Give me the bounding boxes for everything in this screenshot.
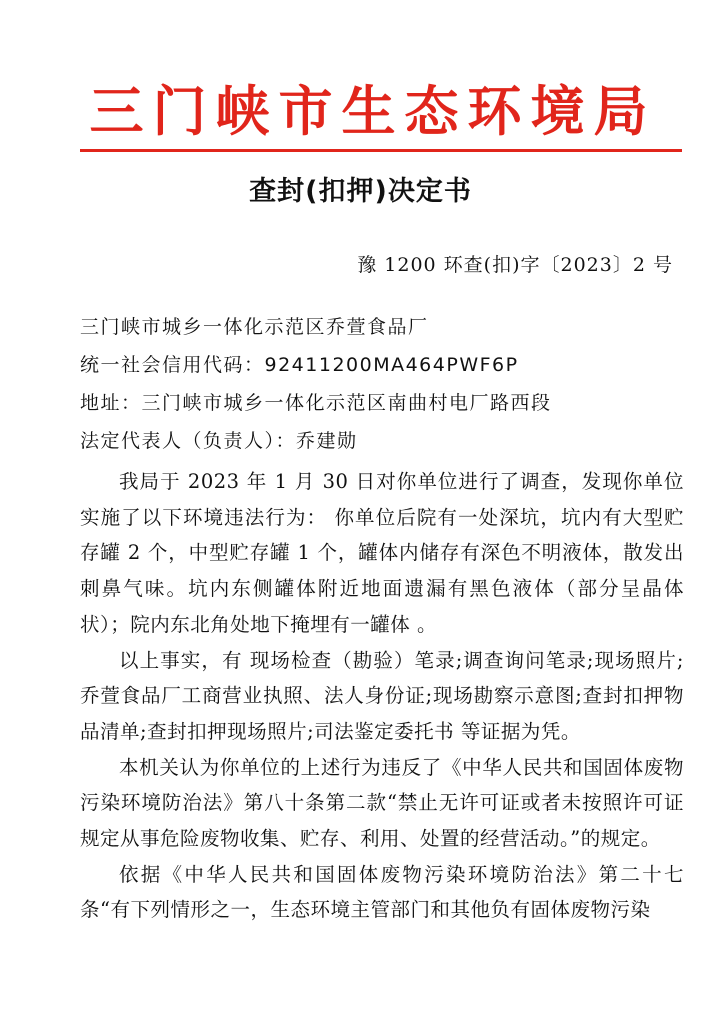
document-number: 豫 1200 环查(扣)字〔2023〕2 号 xyxy=(357,254,673,276)
legal-representative: 法定代表人（负责人）：乔建勋 xyxy=(80,430,358,452)
party-info xyxy=(80,308,690,460)
document-body xyxy=(80,464,684,928)
paragraph-violation: 本机关认为你单位的上述行为违反了《中华人民共和国固体废物污染环境防治法》第八十条第二款“禁止无许可证或者未按照许可证规定从事危险废物收集、贮存、利用、处置的经营活动。”的规定。 xyxy=(80,755,684,851)
paragraph-legal-basis: 依据《中华人民共和国固体废物污染环境防治法》第二十七条“有下列情形之一，生态环境主管部门和其他负有固体废物污染 xyxy=(80,862,684,922)
letterhead-divider xyxy=(80,149,682,152)
paragraph-findings: 我局于 2023 年 1 月 30 日对你单位进行了调查，发现你单位实施了以下环境违法行为： 你单位后院有一处深坑，坑内有大型贮存罐 2 个，中型贮存罐 1 个，罐体内储存有深色不明液体，散发出刺鼻气味。坑内东侧罐体附近地面遗漏有黑色液体（部分呈晶体状）；院内东北角处地下掩埋有一罐体 。 xyxy=(80,470,684,636)
credit-code: 统一社会信用代码：92411200MA464PWF6P xyxy=(80,354,519,376)
party-address: 地址：三门峡市城乡一体化示范区南曲村电厂路西段 xyxy=(80,392,552,414)
paragraph-evidence: 以上事实，有 现场检查（勘验）笔录;调查询问笔录;现场照片;乔萱食品厂工商营业执照、法人身份证;现场勘察示意图;查封扣押物品清单;查封扣押现场照片;司法鉴定委托书 等证据为凭。 xyxy=(80,648,684,743)
letterhead-title: 三门峡市生态环境局 xyxy=(89,79,657,143)
document-title: 查封(扣押)决定书 xyxy=(249,176,472,207)
party-name: 三门峡市城乡一体化示范区乔萱食品厂 xyxy=(80,316,429,338)
